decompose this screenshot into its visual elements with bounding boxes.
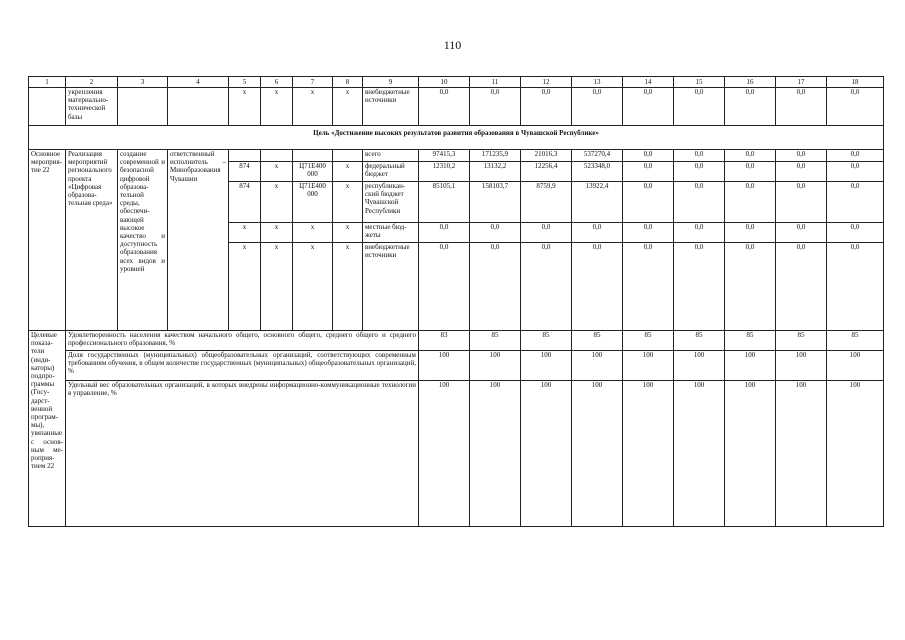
source-cell: местные бюджеты	[363, 223, 419, 243]
value-cell: 0,0	[674, 88, 725, 126]
value-cell: 85	[776, 331, 827, 351]
table-cell: x	[333, 162, 363, 182]
indicator-text: Удовлетворенность населения качеством начального общего, основного общего, среднего общего и среднего профессионального образования, %	[66, 331, 419, 351]
value-cell: 0,0	[419, 223, 470, 243]
value-cell: 100	[572, 351, 623, 381]
table-cell: Ц71Е400 000	[293, 182, 333, 223]
value-cell: 100	[521, 351, 572, 381]
value-cell: 0,0	[623, 223, 674, 243]
header-cell: 14	[623, 77, 674, 88]
value-cell: 0,0	[674, 162, 725, 182]
table-cell	[29, 88, 66, 126]
value-cell: 537270,4	[572, 150, 623, 162]
value-cell: 100	[674, 381, 725, 527]
table-row	[29, 88, 884, 126]
value-cell: 100	[725, 381, 776, 527]
value-cell: 0,0	[776, 88, 827, 126]
table-cell: x	[261, 88, 293, 126]
table-row	[29, 331, 884, 351]
value-cell: 12310,2	[419, 162, 470, 182]
value-cell: 100	[470, 381, 521, 527]
table-row	[29, 351, 884, 381]
value-cell: 0,0	[827, 150, 884, 162]
value-cell: 171235,9	[470, 150, 521, 162]
value-cell: 85	[521, 331, 572, 351]
value-cell: 0,0	[725, 182, 776, 223]
value-cell: 0,0	[470, 88, 521, 126]
value-cell: 0,0	[674, 182, 725, 223]
table-cell: x	[229, 88, 261, 126]
value-cell: 100	[419, 351, 470, 381]
value-cell: 100	[776, 351, 827, 381]
header-cell: 7	[293, 77, 333, 88]
value-cell: 0,0	[572, 223, 623, 243]
value-cell: 0,0	[827, 162, 884, 182]
header-cell: 8	[333, 77, 363, 88]
table-cell: x	[333, 88, 363, 126]
table-cell	[168, 88, 229, 126]
value-cell: 13132,2	[470, 162, 521, 182]
header-cell: 17	[776, 77, 827, 88]
value-cell: 0,0	[776, 182, 827, 223]
targets-label: Целевые показатели (индикаторы) подпрограммы (Государственной программы), увязанные с основным мероприятием 22	[29, 331, 66, 527]
event-executor: ответственный исполнитель – Минобразования Чувашии	[168, 150, 229, 331]
table-cell	[261, 150, 293, 162]
value-cell: 0,0	[827, 243, 884, 331]
source-cell: республиканский бюджет Чувашской Республики	[363, 182, 419, 223]
table-row	[29, 381, 884, 527]
table-cell	[229, 150, 261, 162]
table-cell: x	[333, 223, 363, 243]
table-cell: x	[333, 243, 363, 331]
value-cell: 85	[725, 331, 776, 351]
value-cell: 0,0	[623, 150, 674, 162]
value-cell: 0,0	[674, 223, 725, 243]
indicator-text: Доля государственных (муниципальных) общеобразовательных организаций, соответствующих современным требованиям обучения, в общем количестве государственных (муниципальных) общеобразовательных организаций, %	[66, 351, 419, 381]
value-cell: 523348,0	[572, 162, 623, 182]
value-cell: 0,0	[521, 88, 572, 126]
table-cell: x	[261, 162, 293, 182]
source-cell: федеральный бюджет	[363, 162, 419, 182]
event-name: Реализация мероприятий регионального проекта «Цифровая образовательная среда»	[66, 150, 118, 331]
value-cell: 0,0	[521, 243, 572, 331]
value-cell: 0,0	[572, 88, 623, 126]
table-cell: x	[261, 243, 293, 331]
value-cell: 0,0	[623, 162, 674, 182]
table-cell	[333, 150, 363, 162]
header-cell: 2	[66, 77, 118, 88]
value-cell: 85	[470, 331, 521, 351]
value-cell: 100	[725, 351, 776, 381]
value-cell: 100	[827, 351, 884, 381]
header-cell: 13	[572, 77, 623, 88]
value-cell: 100	[623, 351, 674, 381]
table-cell: x	[293, 88, 333, 126]
value-cell: 97415,3	[419, 150, 470, 162]
value-cell: 0,0	[776, 150, 827, 162]
value-cell: 0,0	[674, 243, 725, 331]
table-cell: x	[229, 223, 261, 243]
value-cell: 0,0	[776, 162, 827, 182]
table-cell	[118, 88, 168, 126]
value-cell: 21016,3	[521, 150, 572, 162]
value-cell: 0,0	[470, 243, 521, 331]
header-cell: 4	[168, 77, 229, 88]
header-cell: 16	[725, 77, 776, 88]
value-cell: 158103,7	[470, 182, 521, 223]
value-cell: 0,0	[419, 243, 470, 331]
value-cell: 12256,4	[521, 162, 572, 182]
table-cell: x	[293, 243, 333, 331]
budget-table	[28, 76, 884, 527]
event-code: Основное мероприятие 22	[29, 150, 66, 331]
table-cell: укрепления материально-технической базы	[66, 88, 118, 126]
value-cell: 100	[572, 381, 623, 527]
table-cell: x	[293, 223, 333, 243]
value-cell: 0,0	[776, 243, 827, 331]
value-cell: 85	[572, 331, 623, 351]
header-cell: 5	[229, 77, 261, 88]
value-cell: 8759,9	[521, 182, 572, 223]
value-cell: 100	[827, 381, 884, 527]
value-cell: 0,0	[725, 150, 776, 162]
header-cell: 12	[521, 77, 572, 88]
value-cell: 85	[827, 331, 884, 351]
page-number: 110	[443, 38, 462, 52]
header-cell: 18	[827, 77, 884, 88]
table-cell: Ц71Е400 000	[293, 162, 333, 182]
value-cell: 0,0	[725, 162, 776, 182]
value-cell: 0,0	[521, 223, 572, 243]
table-cell: x	[261, 182, 293, 223]
value-cell: 85105,1	[419, 182, 470, 223]
goal-row	[29, 126, 884, 150]
header-row	[29, 77, 884, 88]
header-cell: 6	[261, 77, 293, 88]
table-cell: 874	[229, 182, 261, 223]
value-cell: 0,0	[419, 88, 470, 126]
value-cell: 100	[623, 381, 674, 527]
table-cell: x	[261, 223, 293, 243]
value-cell: 0,0	[827, 223, 884, 243]
value-cell: 100	[674, 351, 725, 381]
value-cell: 0,0	[776, 223, 827, 243]
table-cell: x	[333, 182, 363, 223]
value-cell: 100	[521, 381, 572, 527]
value-cell: 0,0	[623, 182, 674, 223]
value-cell: 13922,4	[572, 182, 623, 223]
source-cell: внебюджетные источники	[363, 88, 419, 126]
value-cell: 0,0	[725, 88, 776, 126]
table-cell: x	[229, 243, 261, 331]
value-cell: 100	[419, 381, 470, 527]
source-cell: внебюджетные источники	[363, 243, 419, 331]
event-goal: создание современной и безопасной цифровой образовательной среды, обеспечивающей высокое качество и доступность образования всех видов и уровней	[118, 150, 168, 331]
table-cell	[293, 150, 333, 162]
value-cell: 0,0	[623, 243, 674, 331]
value-cell: 0,0	[725, 243, 776, 331]
header-cell: 1	[29, 77, 66, 88]
value-cell: 85	[623, 331, 674, 351]
value-cell: 0,0	[470, 223, 521, 243]
header-cell: 9	[363, 77, 419, 88]
indicator-text: Удельный вес образовательных организаций, в которых внедрены информационно-коммуникационные технологии в управление, %	[66, 381, 419, 527]
value-cell: 0,0	[674, 150, 725, 162]
goal-title: Цель «Достижение высоких результатов развития образования в Чувашской Республике»	[29, 126, 884, 150]
header-cell: 15	[674, 77, 725, 88]
source-cell: всего	[363, 150, 419, 162]
value-cell: 0,0	[572, 243, 623, 331]
header-cell: 10	[419, 77, 470, 88]
value-cell: 100	[470, 351, 521, 381]
value-cell: 0,0	[623, 88, 674, 126]
table-cell: 874	[229, 162, 261, 182]
table-row	[29, 150, 884, 162]
value-cell: 0,0	[725, 223, 776, 243]
value-cell: 85	[674, 331, 725, 351]
value-cell: 83	[419, 331, 470, 351]
value-cell: 100	[776, 381, 827, 527]
header-cell: 11	[470, 77, 521, 88]
value-cell: 0,0	[827, 182, 884, 223]
header-cell: 3	[118, 77, 168, 88]
value-cell: 0,0	[827, 88, 884, 126]
